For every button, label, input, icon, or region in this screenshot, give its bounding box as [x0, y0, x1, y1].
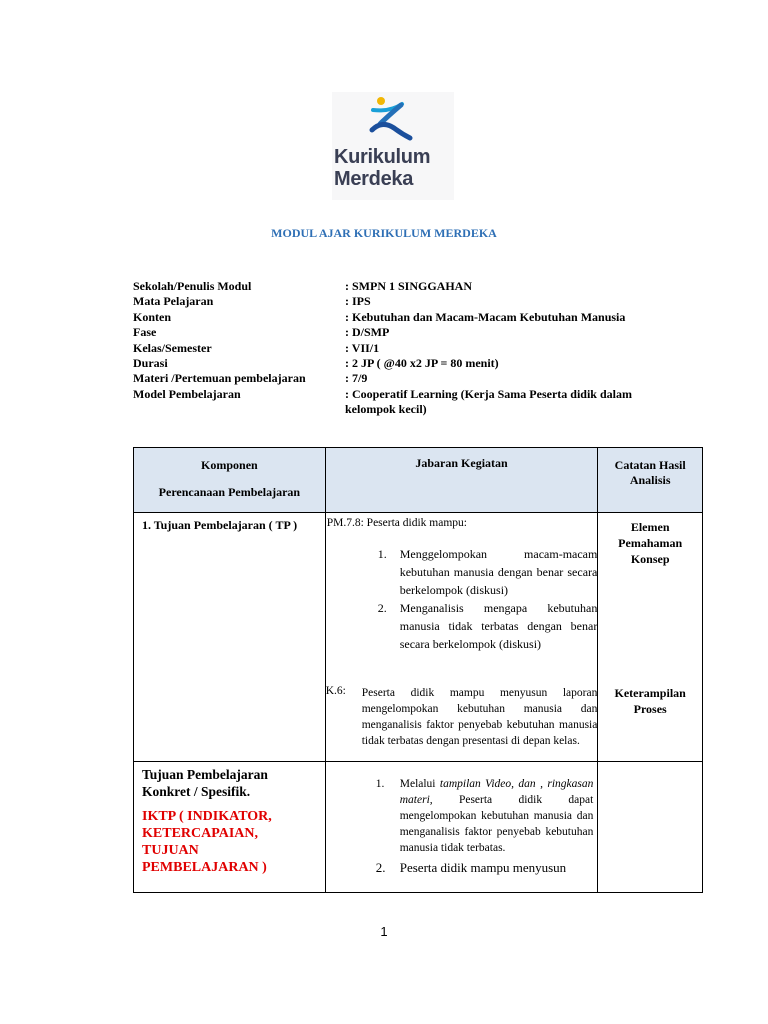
list-text-part: Melalui	[399, 778, 436, 790]
list-text-italic: tampilan Video, dan ,	[439, 778, 543, 790]
header-component	[134, 448, 326, 513]
info-value: : Kebutuhan dan Macam-Macam Kebutuhan Manusia	[345, 309, 626, 324]
kurikulum-merdeka-logo	[332, 92, 454, 200]
list-number: 2.	[375, 860, 386, 875]
list-number: 2.	[377, 601, 387, 615]
header-component-line2: Perencanaan Pembelajaran	[158, 485, 301, 499]
header-activities	[325, 448, 598, 513]
header-notes	[598, 448, 703, 513]
row1-component	[134, 513, 326, 762]
info-value: : 7/9	[345, 371, 368, 386]
header-activities-label: Jabaran Kegiatan	[415, 456, 508, 470]
row2-notes	[598, 762, 703, 893]
list-item	[326, 762, 598, 856]
logo-text-line2: Merdeka	[334, 168, 414, 190]
list-text: Menganalisis mengapa kebutuhan manusia tidak terbatas dengan benar secara berkelompok (diskusi)	[399, 601, 598, 651]
list-number: 1.	[375, 778, 385, 790]
k6-label: K.6:	[325, 685, 346, 697]
row1-component-label: 1. Tujuan Pembelajaran ( TP )	[142, 518, 298, 532]
list-text: Peserta didik mampu menyusun	[399, 860, 567, 875]
info-value: : D/SMP	[345, 325, 390, 340]
table-row	[134, 762, 703, 893]
info-label: Mata Pelajaran	[133, 294, 214, 309]
info-label: Materi /Pertemuan pembelajaran	[133, 371, 306, 386]
info-label: Model Pembelajaran	[133, 386, 241, 401]
info-label: Durasi	[133, 355, 168, 370]
header-notes-label: Catatan Hasil Analisis	[614, 458, 686, 487]
info-value: : IPS	[345, 294, 371, 309]
list-number: 1.	[377, 547, 387, 561]
pm-list	[326, 529, 598, 653]
info-value: : SMPN 1 SINGGAHAN	[345, 279, 473, 293]
list-text-italic: ringkasan materi,	[399, 778, 594, 806]
logo-text-line1: Kurikulum	[334, 146, 431, 168]
info-label: Sekolah/Penulis Modul	[133, 279, 252, 293]
row2-component-label: Tujuan Pembelajaran Konkret / Spesifik.	[142, 767, 268, 799]
row1-activities	[325, 513, 598, 762]
logo-figure-icon	[368, 94, 418, 146]
info-label: Fase	[133, 325, 157, 340]
iktp-label: IKTP ( INDIKATOR, KETERCAPAIAN, TUJUAN PEMBELAJARAN )	[142, 809, 272, 875]
row2-component	[134, 762, 326, 893]
header-component-line1: Komponen	[201, 458, 258, 472]
list-item	[326, 599, 598, 653]
row2-activities	[325, 762, 598, 893]
info-label: Kelas/Semester	[133, 340, 212, 355]
k6-block	[326, 685, 598, 749]
page-number: 1	[380, 924, 388, 939]
table-row	[134, 513, 703, 762]
pm-intro: PM.7.8: Peserta didik mampu:	[326, 517, 467, 529]
document-title: MODUL AJAR KURIKULUM MERDEKA	[271, 226, 497, 240]
note-concept: Elemen Pemahaman Konsep	[618, 520, 683, 566]
info-value: : 2 JP ( @40 x2 JP = 80 menit)	[345, 355, 499, 370]
note-process: Keterampilan Proses	[614, 686, 686, 716]
list-text: Menggelompokan macam-macam kebutuhan manusia dengan benar secara berkelompok (diskusi)	[399, 547, 598, 597]
list-item	[326, 856, 598, 876]
info-value: : VII/1	[345, 340, 380, 355]
learning-plan-table	[133, 447, 703, 893]
k6-text: Peserta didik mampu menyusun laporan mengelompokan kebutuhan manusia dan menganalisis faktor penyebab kebutuhan manusia tidak terbatas dengan presentasi di depan kelas.	[361, 687, 598, 747]
info-label: Konten	[133, 309, 172, 324]
list-item	[326, 545, 598, 599]
row1-notes	[598, 513, 703, 762]
table-header-row	[134, 448, 703, 513]
list-text-part: Peserta didik dapat mengelompokan kebutuhan manusia dan menganalisis faktor penyebab kebutuhan manusia tidak terbatas.	[399, 794, 594, 854]
info-value: : Cooperatif Learning (Kerja Sama Peserta didik dalam kelompok kecil)	[345, 386, 632, 416]
